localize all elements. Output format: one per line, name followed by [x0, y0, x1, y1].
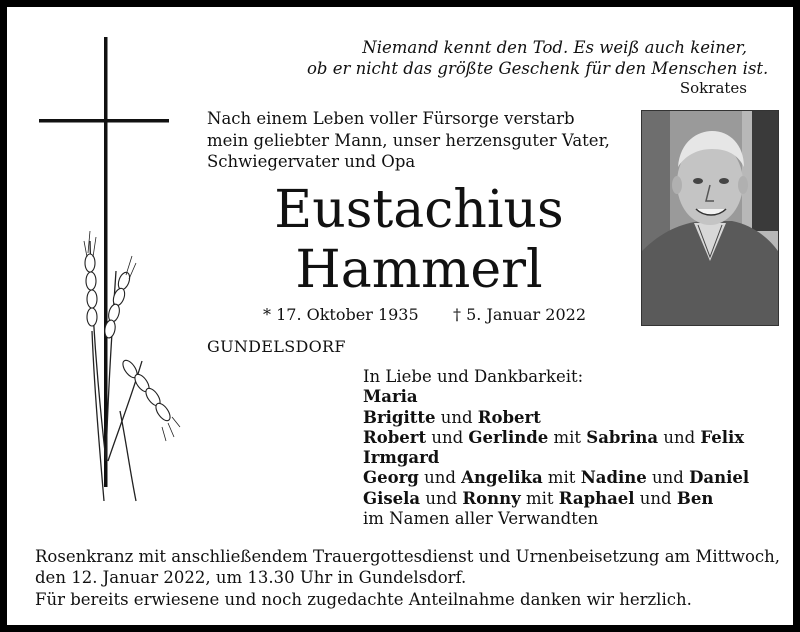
mourner-name: Ronny: [462, 488, 521, 508]
mourner-name: Felix: [700, 427, 745, 447]
intro-line: Nach einem Leben voller Fürsorge verstarb: [207, 109, 575, 128]
intro-line: mein geliebter Mann, unser herzensguter Vater,: [207, 130, 610, 150]
connector-text: und: [420, 488, 463, 508]
mourner-name: Robert: [363, 427, 427, 447]
mourner-name: Maria: [363, 387, 418, 407]
quote-line: ob er nicht das größte Geschenk für den Menschen ist.: [307, 59, 769, 78]
deceased-first-name: Eustachius: [274, 180, 564, 240]
mourner-name: Gerlinde: [468, 427, 549, 447]
birth-date: * 17. Oktober 1935: [263, 305, 419, 324]
mourner-name: Ben: [676, 488, 714, 508]
connector-text: und: [634, 488, 677, 508]
mourners-list: [363, 367, 749, 529]
mourner-row: [363, 489, 749, 509]
service-line: den 12. Januar 2022, um 13.30 Uhr in Gundelsdorf.: [35, 568, 467, 587]
mourner-name: Brigitte: [363, 407, 436, 427]
mourners-heading: In Liebe und Dankbarkeit:: [363, 367, 584, 386]
mourner-row: [363, 448, 749, 468]
quote-line: Niemand kennt den Tod. Es weiß auch keiner,: [362, 38, 747, 57]
mourners-closing: im Namen aller Verwandten: [363, 509, 599, 529]
cross-horizontal-bar: [39, 119, 169, 123]
mourner-name: Robert: [477, 407, 541, 427]
place-of-residence: GUNDELSDORF: [207, 337, 346, 356]
connector-text: mit: [542, 468, 581, 488]
cross-with-wheat-icon: [32, 31, 182, 511]
wheat-ear-middle: [104, 256, 136, 339]
thanks-note: Für bereits erwiesene und noch zugedachte Anteilnahme danken wir herzlich.: [35, 590, 692, 609]
deceased-last-name: Hammerl: [295, 240, 543, 300]
connector-text: und: [435, 407, 478, 427]
mourner-name: Gisela: [363, 488, 421, 508]
quote-block: [307, 37, 769, 79]
portrait-illustration: [642, 111, 778, 325]
intro-line: Schwiegervater und Opa: [207, 152, 416, 171]
mourner-name: Irmgard: [363, 448, 440, 468]
mourner-name: Angelika: [461, 468, 543, 488]
mourner-name: Raphael: [558, 488, 635, 508]
mourner-row: [363, 408, 749, 428]
connector-text: mit: [520, 488, 559, 508]
portrait-photo: [641, 110, 779, 326]
connector-text: und: [418, 468, 462, 488]
service-details: [35, 546, 780, 588]
quote-author: Sokrates: [679, 79, 747, 97]
mourner-name: Daniel: [689, 468, 750, 488]
mourner-row: [363, 387, 749, 407]
connector-text: mit: [548, 427, 587, 447]
mourner-row: [363, 468, 749, 488]
connector-text: und: [658, 427, 701, 447]
connector-text: und: [646, 468, 690, 488]
mourner-row: [363, 428, 749, 448]
service-line: Rosenkranz mit anschließendem Trauergottesdienst und Urnenbeisetzung am Mittwoch,: [35, 547, 781, 566]
intro-text: [207, 108, 610, 173]
mourner-name: Georg: [363, 468, 419, 488]
mourner-name: Sabrina: [586, 427, 659, 447]
connector-text: und: [426, 427, 469, 447]
death-date: † 5. Januar 2022: [453, 305, 586, 324]
mourner-name: Nadine: [580, 468, 647, 488]
